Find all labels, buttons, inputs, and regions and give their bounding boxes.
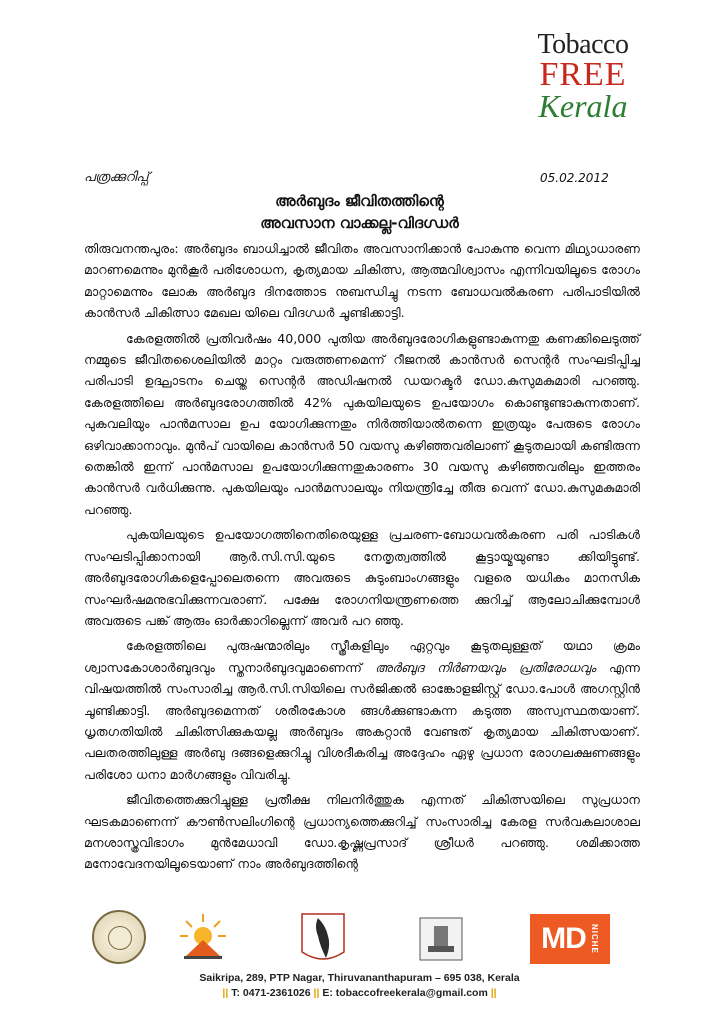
paragraph-2: കേരളത്തിൽ പ്രതിവർഷം 40,000 പുതിയ അർബുദരോഗികളുണ്ടാകുന്നതു കണക്കിലെടുത്ത് നമ്മുടെ ജീവിതശൈലിയിൽ മാറ്റം വരുത്തണമെന്ന് റീജനൽ കാൻസർ സെന്റർ സംഘടിപ്പിച്ച പരിപാടി ഉദ്ഘാടനം ചെയ്ത സെന്റർ അഡിഷനൽ ഡയറക്ടർ ഡോ.കുസുമകുമാരി പറഞ്ഞു. കേരളത്തിലെ അർബുദരോഗത്തിൽ 42% പുകയിലയുടെ ഉപയോഗം കൊണ്ടുണ്ടാകുന്നതാണ്. പുകവലിയും പാൻമസാല ഉപ യോഗിക്കുന്നതും നിർത്തിയാൽതന്നെ ഇത്രയും പേരുടെ രോഗം ഒഴിവാക്കാനാവും. മുൻപ് വായിലെ കാൻസർ 50 വയസു കഴിഞ്ഞവരിലാണ് കൂടുതലായി കണ്ടിരുന്ന തെങ്കിൽ ഇന്ന് പാൻമസാല ഉപയോഗിക്കുന്നതുകാരണം 30 വയസു കഴിഞ്ഞവരിലും ഇത്തരം കാൻസർ വർധിക്കുന്നു. പുകയിലയും പാൻമസാലയും നിയന്ത്രിച്ചേ തീരു വെന്ന് ഡോ.കുസുമകുമാരി പറഞ്ഞു. — [84, 330, 640, 517]
footer-phone: T: 0471-2361026 — [231, 987, 311, 999]
paragraph-4-topic: അർബുദ നിർണയവും പ്രതിരോധവും — [375, 659, 596, 675]
headline-line-2: അവസാന വാക്കല്ല-വിദഗ്ധർ — [260, 214, 459, 232]
separator: || — [222, 987, 229, 999]
footer-email: E: tobaccofreekerala@gmail.com — [322, 987, 488, 999]
logo-word-free: FREE — [539, 56, 627, 93]
press-release-label: പത്രക്കുറിപ്പ് — [84, 170, 149, 185]
paragraph-1: തിരുവനന്തപുരം: അർബുദം ബാധിച്ചാൽ ജീവിതം അവസാനിക്കാൻ പോകുന്നു വെന്ന മിഥ്യാധാരണ മാറണമെന്നും മുൻകൂർ പരിശോധന, കൃത്യമായ ചികിത്സ, ആത്മവിശ്വാസം എന്നിവയിലൂടെ രോഗം മാറ്റാമെന്നും ലോക അർബുദ ദിനത്തോട നുബന്ധിച്ചു നടന്ന ബോധവൽകരണ പരിപാടിയിൽ കാൻസർ ചികിത്സാ മേഖല യിലെ വിദഗ്ധർ ചൂണ്ടിക്കാട്ടി. — [84, 241, 640, 321]
partner-logos — [84, 910, 644, 970]
regional-cancer-centre-seal — [92, 910, 146, 964]
md-niche-logo — [530, 914, 610, 964]
tobacco-free-sun-logo — [178, 912, 228, 962]
article-body — [84, 238, 640, 879]
separator: || — [313, 987, 320, 999]
md-text: MD — [541, 922, 586, 955]
kerala-voluntary-health-services-logo — [298, 910, 348, 966]
press-release-date: 05.02.2012 — [540, 171, 609, 185]
malabar-cancer-centre-logo — [414, 912, 468, 966]
paragraph-3: പുകയിലയുടെ ഉപയോഗത്തിനെതിരെയുള്ള പ്രചരണ-ബോധവൽകരണ പരി പാടികൾ സംഘടിപ്പിക്കാനായി ആർ.സി.സി.യുടെ നേതൃത്വത്തിൽ കൂട്ടായ്മയുണ്ടാ ക്കിയിട്ടുണ്ട്. അർബുദരോഗികളെപ്പോലെതന്നെ അവരുടെ കുടുംബാംഗങ്ങളും വളരെ യധികം മാനസിക സംഘർഷമനുഭവിക്കുന്നവരാണ്. പക്ഷേ രോഗനിയന്ത്രണത്തെ ക്കുറിച്ച് ആലോചിക്കുമ്പോൾ അവരുടെ പങ്ക് ആരും ഓർക്കാറില്ലെന്ന് അവർ പറ ഞ്ഞു. — [84, 527, 640, 628]
paragraph-4-rest: എന്ന വിഷയത്തിൽ സംസാരിച്ച ആർ.സി.സിയിലെ സർജിക്കൽ ഓങ്കോളജിസ്റ്റ് ഡോ.പോൾ അഗസ്റ്റിൻ ചൂണ്ടിക്കാട്ടി. അർബുദമെന്നത് ശരീരകോശ ങ്ങൾക്കുണ്ടാകുന്ന കടുത്ത അസ്വസ്ഥതയാണ്. ധൃതഗതിയിൽ ചികിത്സിക്കുകയല്ല അർബുദം അകറ്റാൻ വേണ്ടത് കൃത്യമായ ചികിത്സയാണ്. പലതരത്തിലുള്ള അർബു ദങ്ങളെക്കുറിച്ചു വിശദീകരിച്ച അദ്ദേഹം ഏഴു പ്രധാന രോഗലക്ഷണങ്ങളും പരിശോ ധനാ മാർഗങ്ങളും വിവരിച്ചു. — [84, 659, 640, 782]
logo-word-tobacco: Tobacco — [537, 29, 629, 60]
niche-text: NICHE — [589, 924, 599, 954]
separator: || — [490, 987, 497, 999]
headline-line-1: അർബുദം ജീവിതത്തിന്റെ — [275, 192, 444, 210]
paragraph-5: ജീവിതത്തെക്കുറിച്ചുള്ള പ്രതീക്ഷ നിലനിർത്തുക എന്നത് ചികിത്സയിലെ സുപ്രധാന ഘടകമാണെന്ന് കൗൺസലിംഗിന്റെ പ്രധാന്യത്തെക്കുറിച്ച് സംസാരിച്ച കേരള സർവകലാശാല മനശാസ്ത്രവിഭാഗം മുൻമേധാവി ഡോ.കൃഷ്ണപ്രസാദ് ശ്രീധർ പറഞ്ഞു. ശമിക്കാത്ത മനോവേദനയിലൂടെയാണ് നാം അർബുദത്തിന്റെ — [84, 792, 640, 872]
paragraph-4 — [84, 635, 640, 785]
footer-contact — [0, 987, 719, 999]
paragraph-4-lead: കേരളത്തിലെ പുരുഷന്മാരിലും സ്ത്രീകളിലും ഏറ്റവും കൂടുതലുള്ളത് യഥാ ക്രമം ശ്വാസകോശാർബുദവും സ്തനാർബുദവുമാണെന്ന് — [84, 638, 640, 675]
logo-word-kerala: Kerala — [538, 88, 628, 124]
footer-address: Saikripa, 289, PTP Nagar, Thiruvananthapuram – 695 038, Kerala — [199, 972, 520, 984]
tobacco-free-kerala-logo — [508, 30, 658, 125]
